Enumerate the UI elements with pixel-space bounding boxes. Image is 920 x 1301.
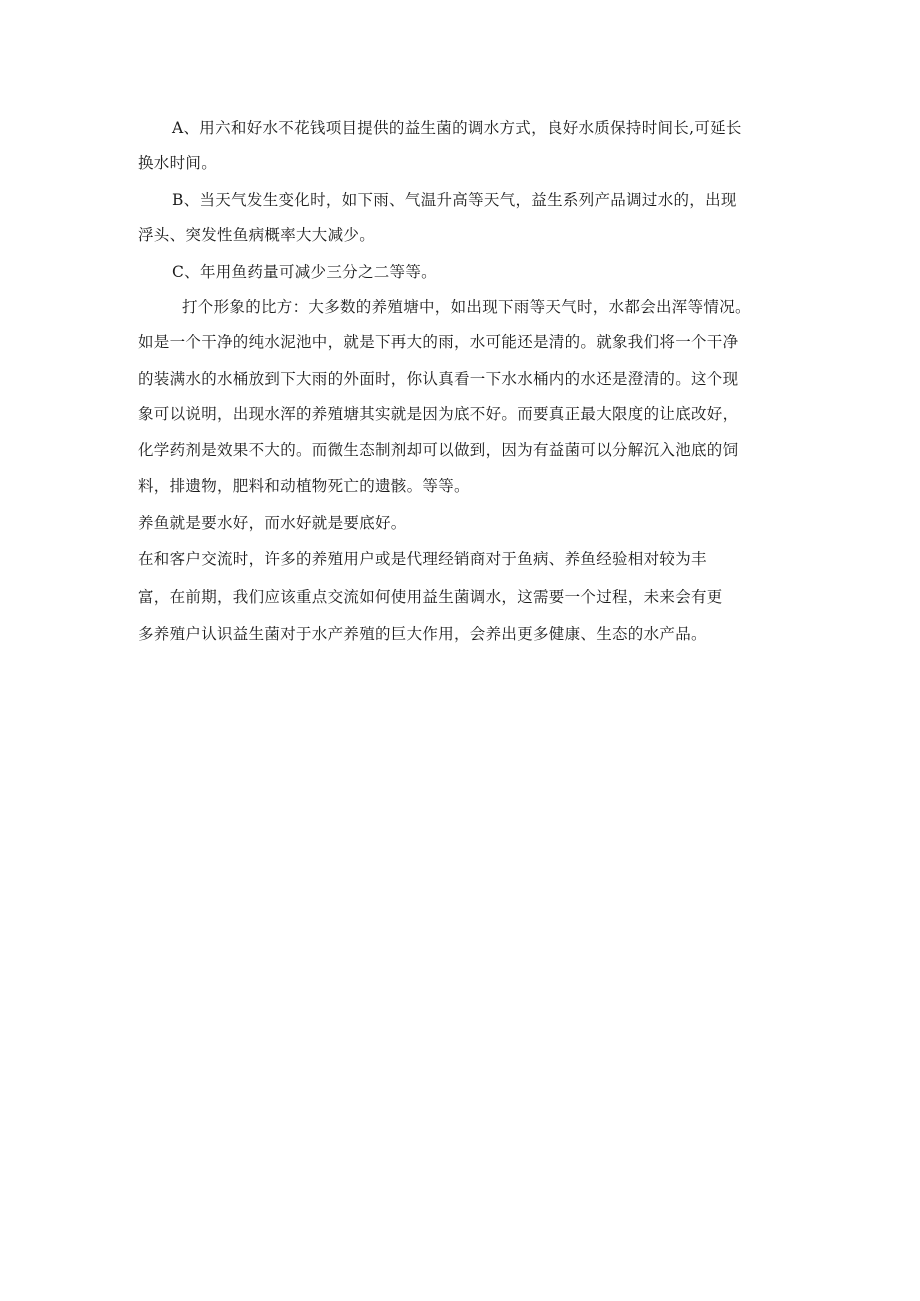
item-b-line-2: 浮头、突发性鱼病概率大大减少。	[138, 226, 376, 244]
analogy-line-1: 打个形象的比方：大多数的养殖塘中，如出现下雨等天气时，水都会出浑等情况。	[182, 298, 751, 316]
item-c-line-1: C、年用鱼药量可减少三分之二等等。	[172, 263, 437, 281]
analogy-line-6: 料，排遗物，肥料和动植物死亡的遗骸。等等。	[138, 477, 470, 495]
summary-line: 养鱼就是要水好，而水好就是要底好。	[138, 514, 407, 532]
analogy-line-2: 如是一个干净的纯水泥池中，就是下再大的雨，水可能还是清的。就象我们将一个干净	[138, 333, 739, 351]
item-a-line-2: 换水时间。	[138, 154, 218, 172]
analogy-line-4: 象可以说明，出现水浑的养殖塘其实就是因为底不好。而要真正最大限度的让底改好，	[138, 405, 739, 423]
analogy-line-5: 化学药剂是效果不大的。而微生态制剂却可以做到，因为有益菌可以分解沉入池底的饲	[138, 441, 739, 459]
analogy-line-3: 的装满水的水桶放到下大雨的外面时，你认真看一下水水桶内的水还是澄清的。这个现	[138, 370, 739, 388]
communication-line-1: 在和客户交流时，许多的养殖用户或是代理经销商对于鱼病、养鱼经验相对较为丰	[138, 550, 707, 568]
item-b-line-1: B、当天气发生变化时，如下雨、气温升高等天气，益生系列产品调过水的，出现	[172, 191, 737, 209]
communication-line-2: 富，在前期，我们应该重点交流如何使用益生菌调水，这需要一个过程，未来会有更	[138, 588, 723, 606]
communication-line-3: 多养殖户认识益生菌对于水产养殖的巨大作用，会养出更多健康、生态的水产品。	[138, 625, 707, 643]
item-a-line-1: A、用六和好水不花钱项目提供的益生菌的调水方式，良好水质保持时间长,可延长	[172, 119, 742, 137]
